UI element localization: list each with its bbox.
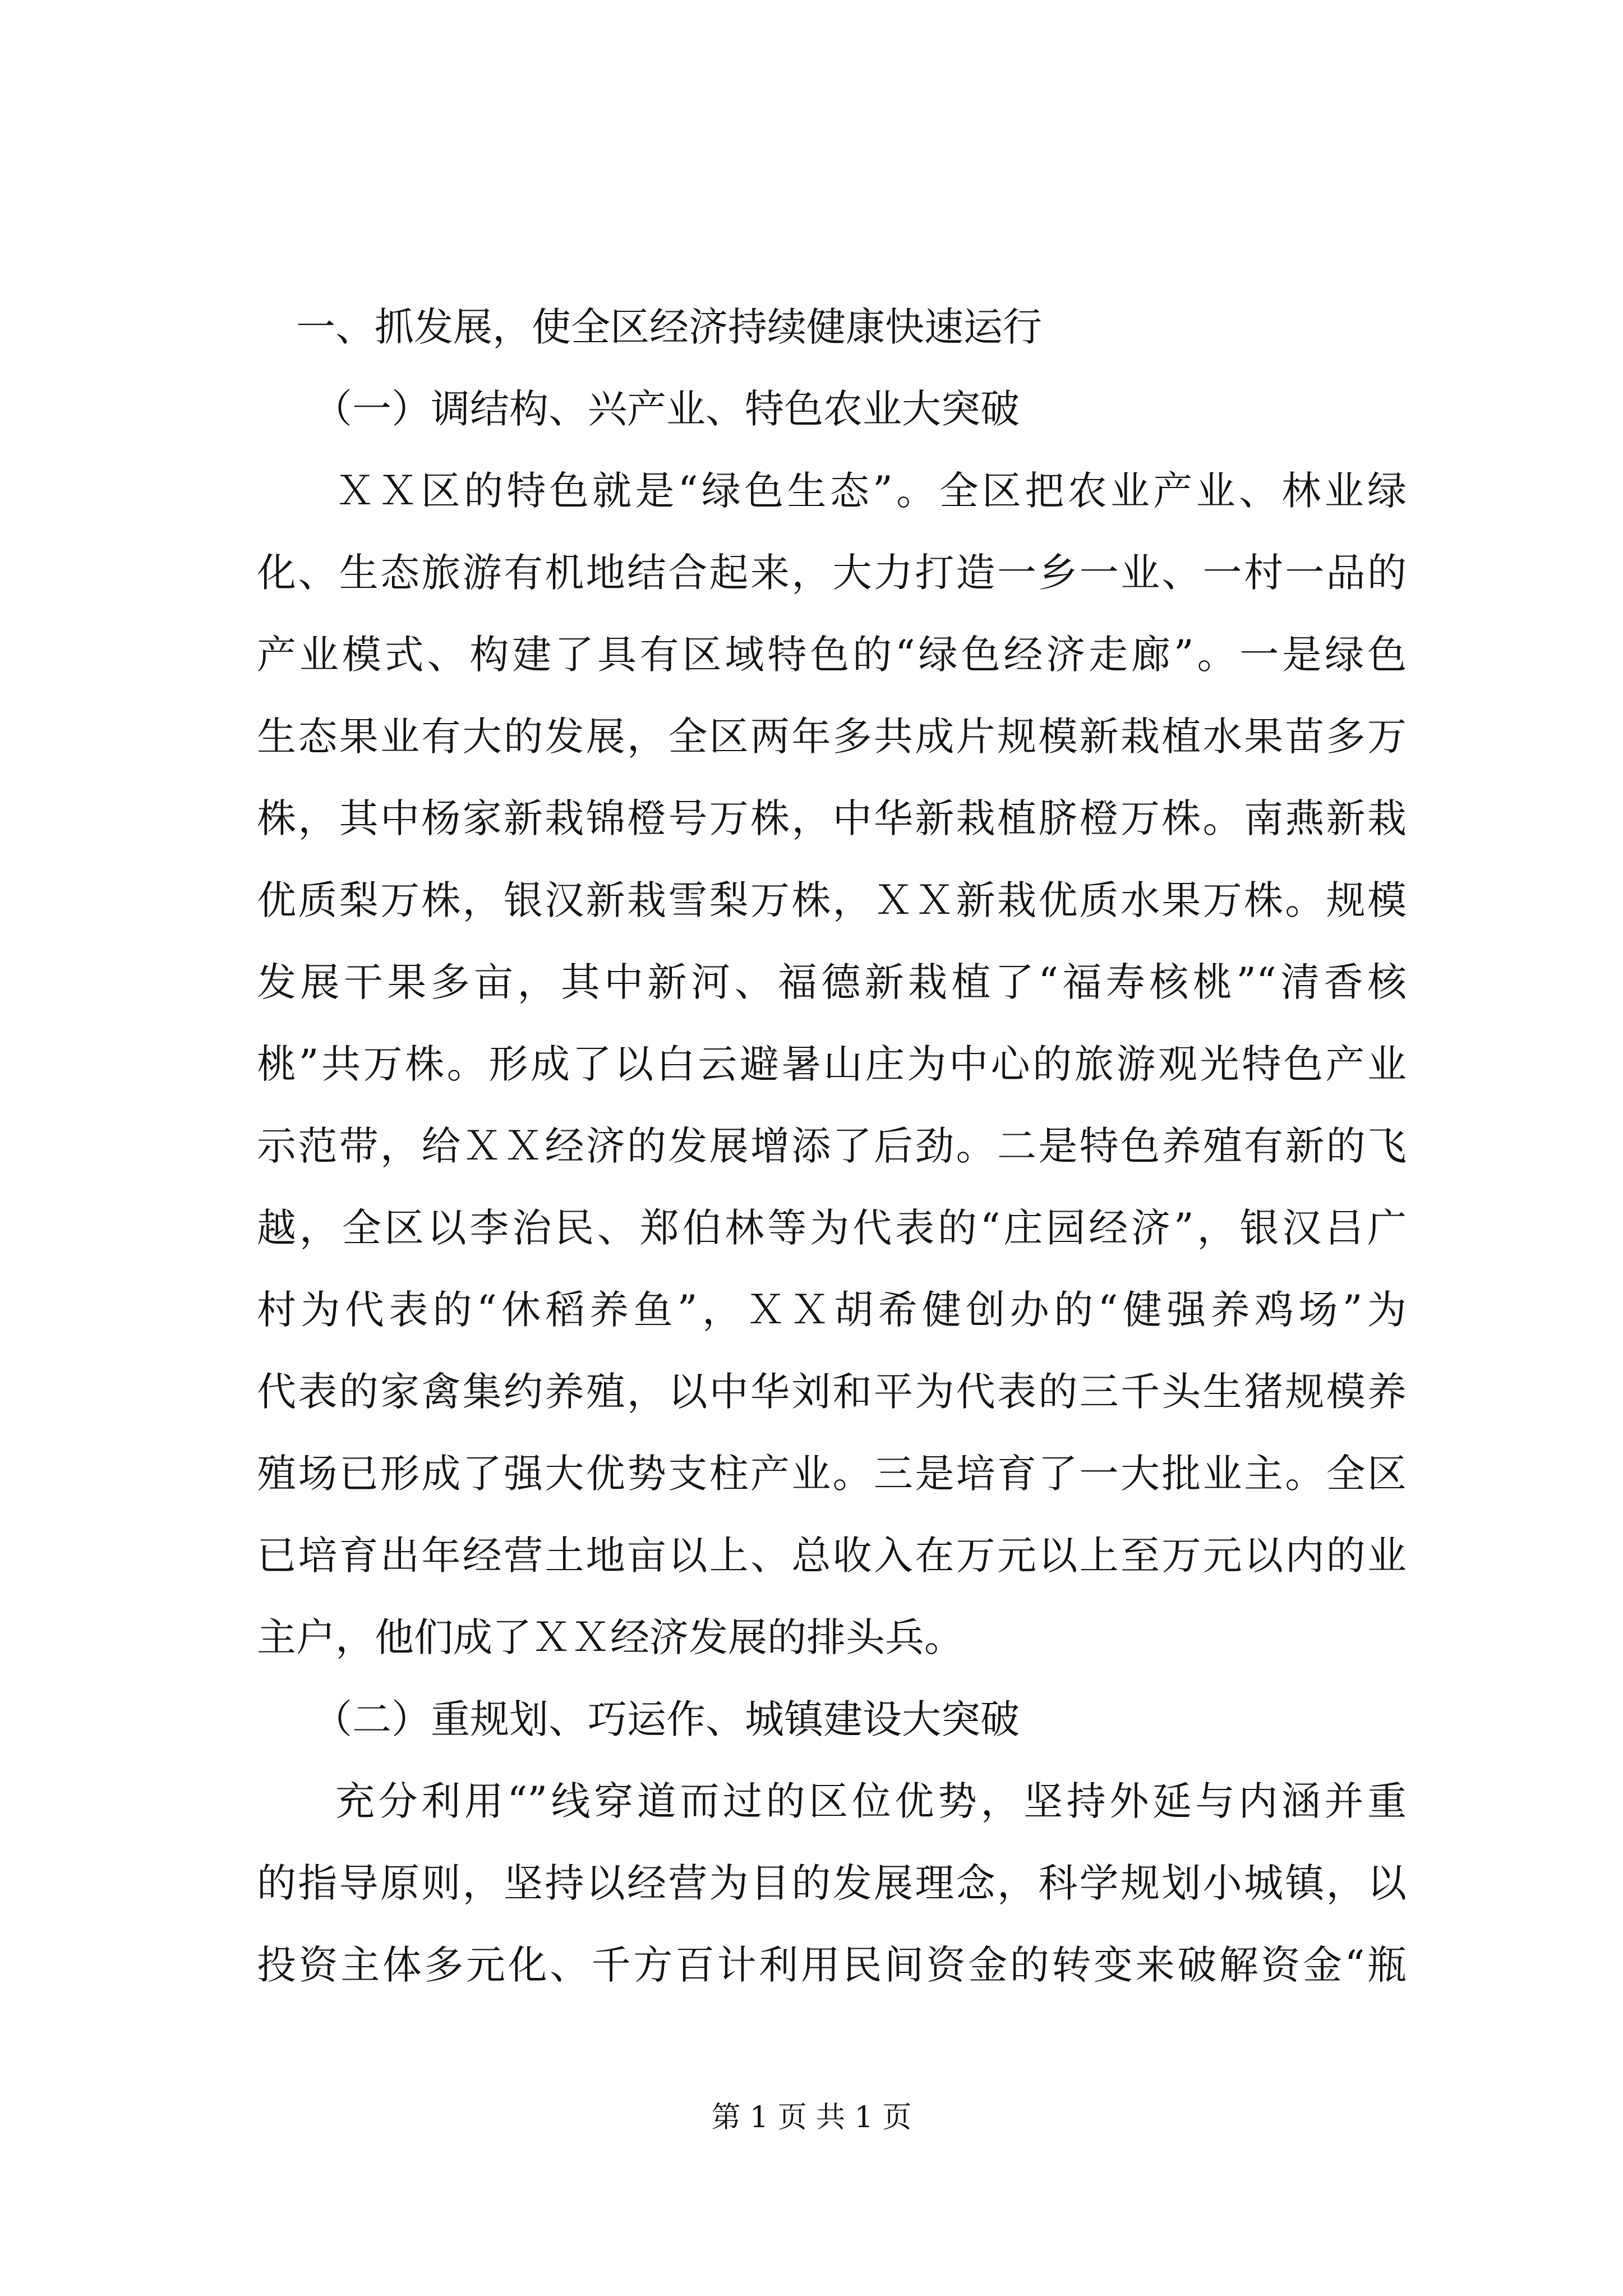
paragraph-line: 投资主体多元化、千方百计利用民间资金的转变来破解资金“瓶 (257, 1942, 1407, 1988)
paragraph-line: 株，其中杨家新栽锦橙号万株，中华新栽植脐橙万株。南燕新栽 (257, 795, 1407, 841)
section-heading: 一、抓发展，使全区经济持续健康快速运行 (296, 304, 1042, 350)
paragraph-line: 村为代表的“休稻养鱼”，ＸＸ胡希健创办的“健强养鸡场”为 (257, 1287, 1407, 1333)
paragraph-line: 化、生态旅游有机地结合起来，大力打造一乡一业、一村一品的 (257, 550, 1407, 596)
paragraph-line: 发展干果多亩，其中新河、福德新栽植了“福寿核桃”“清香核 (257, 959, 1407, 1005)
page-number-footer: 第 1 页 共 1 页 (711, 2101, 912, 2134)
paragraph-line: 产业模式、构建了具有区域特色的“绿色经济走廊”。一是绿色 (257, 632, 1407, 678)
subsection-heading: （二）重规划、巧运作、城镇建设大突破 (313, 1696, 1020, 1742)
paragraph-line: 殖场已形成了强大优势支柱产业。三是培育了一大批业主。全区 (257, 1451, 1407, 1497)
paragraph-line: ＸＸ区的特色就是“绿色生态”。全区把农业产业、林业绿 (335, 468, 1407, 514)
paragraph-line: 代表的家禽集约养殖，以中华刘和平为代表的三千头生猪规模养 (257, 1369, 1407, 1415)
subsection-heading: （一）调结构、兴产业、特色农业大突破 (313, 386, 1020, 432)
paragraph-line: 生态果业有大的发展，全区两年多共成片规模新栽植水果苗多万 (257, 714, 1407, 760)
document-body (257, 286, 1407, 2006)
paragraph-line: 充分利用“”线穿道而过的区位优势，坚持外延与内涵并重 (335, 1778, 1407, 1824)
paragraph-line: 桃”共万株。形成了以白云避暑山庄为中心的旅游观光特色产业 (257, 1041, 1407, 1087)
paragraph-line: 越，全区以李治民、郑伯林等为代表的“庄园经济”，银汉吕广 (257, 1205, 1407, 1251)
paragraph-line: 已培育出年经营土地亩以上、总收入在万元以上至万元以内的业 (257, 1533, 1407, 1579)
paragraph-line: 优质梨万株，银汉新栽雪梨万株，ＸＸ新栽优质水果万株。规模 (257, 877, 1407, 923)
paragraph-line: 示范带，给ＸＸ经济的发展增添了后劲。二是特色养殖有新的飞 (257, 1123, 1407, 1169)
paragraph-line: 的指导原则，坚持以经营为目的发展理念，科学规划小城镇，以 (257, 1860, 1407, 1906)
paragraph-line: 主户，他们成了ＸＸ经济发展的排头兵。 (257, 1614, 963, 1660)
